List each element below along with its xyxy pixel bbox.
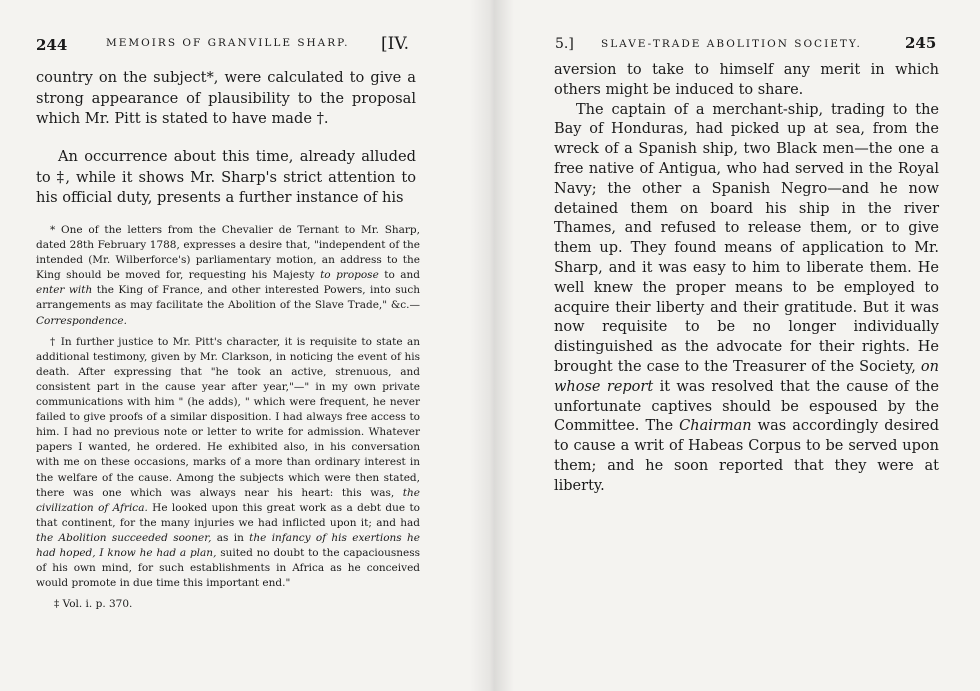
paragraph: country on the subject*, were calculated to give a strong appearance of plausibility to the proposal which Mr. Pitt is stated to have made †. bbox=[36, 69, 416, 127]
page-number: 245 bbox=[905, 34, 937, 52]
page-number: 244 bbox=[36, 36, 68, 54]
paragraph: An occurrence about this time, already alluded to ‡, while it shows Mr. Sharp's strict attention to his official duty, presents a further instance of his bbox=[36, 148, 416, 206]
left-page bbox=[0, 0, 480, 691]
paragraph: aversion to take to himself any merit in which others might be induced to share. bbox=[554, 62, 939, 98]
body-text bbox=[554, 61, 939, 497]
running-head-left bbox=[36, 36, 436, 54]
footnotes bbox=[36, 223, 420, 612]
section-marker: [IV. bbox=[381, 34, 410, 54]
running-title: SLAVE-TRADE ABOLITION SOCIETY. bbox=[601, 38, 862, 50]
right-page bbox=[500, 0, 980, 691]
section-marker: 5.] bbox=[555, 36, 574, 52]
body-text-top bbox=[36, 68, 416, 130]
footnote-1: * One of the letters from the Chevalier de Ternant to Mr. Sharp, dated 28th February 1788, expresses a desire that, "independent of the intended (Mr. Wilberforce's) parliamentary motion, an address to the King should be moved for, requesting his Majesty to propose to and enter with the King of France, and other interested Powers, into such arrangements as may facilitate the Abolition of the Slave Trade," &c.—Correspondence. bbox=[36, 224, 420, 327]
footnote-2: † In further justice to Mr. Pitt's character, it is requisite to state an additional testimony, given by Mr. Clarkson, in noticing the event of his death. After expressing that "he took an active, strenuous, and consistent part in the cause year after year,"—" in my own private communications with him " (he adds), " which were frequent, he never failed to give proofs of a similar disposition. I had always free access to him. I had no previous note or letter to write for admission. Whatever papers I wanted, he ordered. He exhibited also, in his conversation with me on these occasions, marks of a more than ordinary interest in the welfare of the cause. Among the subjects which were then stated, there was one which was always near his heart: this was, the civilization of Africa. He looked upon this great work as a debt due to that continent, for the many injuries we had inflicted upon it; and had the Abolition succeeded sooner, as in the infancy of his exertions he had hoped, I know he had a plan, suited no doubt to the capaciousness of his own mind, for such establishments in Africa as he conceived would promote in due time this important end." bbox=[36, 335, 421, 590]
footnote-3: ‡ Vol. i. p. 370. bbox=[54, 598, 133, 611]
paragraph: The captain of a merchant-ship, trading to the Bay of Honduras, had picked up at sea, from the wreck of a Spanish ship, two Black men—the one a free native of Antigua, who had served in the Royal Navy; the other a Spanish Negro—and he now detained them on board his ship in the river Thames, and refused to release them, or to give them up. They found means of application to Mr. Sharp, and it was easy to him to liberate them. He well knew the proper means to be employed to acquire their liberty and their gratitude. But it was now requisite to be no longer individually distinguished as the advocate for their rights. He brought the case to the Treasurer of the Society, on whose report it was resolved that the cause of the unfortunate captives should be espoused by the Committee. The Chairman was accordingly desired to cause a writ of Habeas Corpus to be served upon them; and he soon reported that they were at liberty. bbox=[554, 101, 939, 494]
running-title: MEMOIRS OF GRANVILLE SHARP. bbox=[106, 37, 350, 49]
body-text-second bbox=[36, 147, 416, 209]
